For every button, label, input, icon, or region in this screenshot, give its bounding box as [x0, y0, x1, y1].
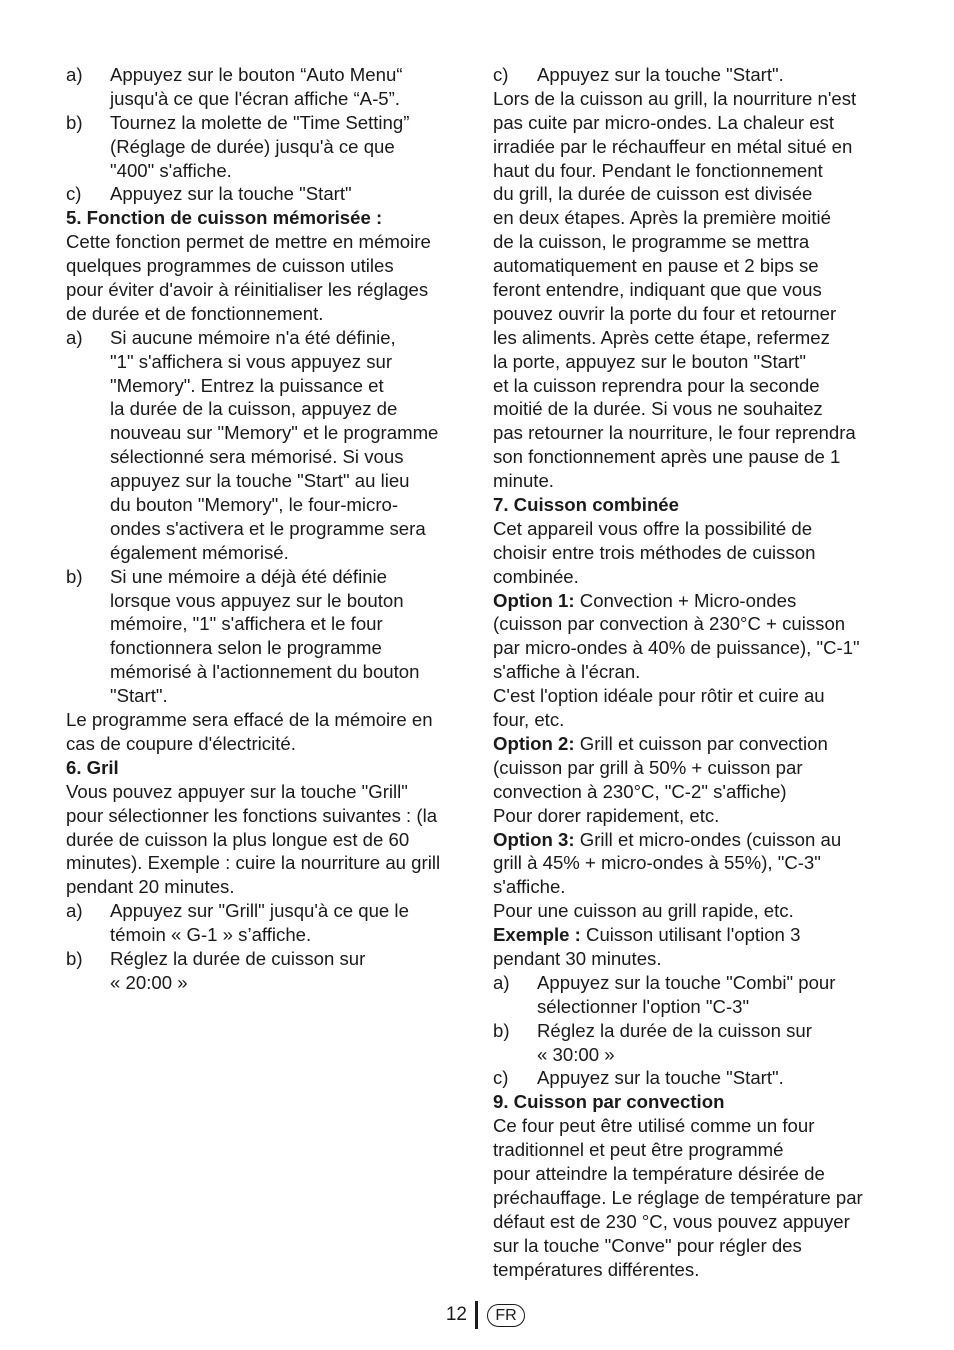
paragraph-line: sur la touche "Conve" pour régler des	[493, 1234, 802, 1256]
list-item	[66, 63, 471, 87]
list-item-text: Appuyez sur "Grill" jusqu'à ce que le	[110, 900, 409, 922]
paragraph-line: durée de cuisson la plus longue est de 60	[66, 828, 410, 850]
paragraph-line: irradiée par le réchauffeur en métal situé en	[493, 135, 853, 157]
list-item-marker: b)	[66, 947, 83, 969]
paragraph-line: feront entendre, indiquant que que vous	[493, 279, 822, 301]
paragraph-line: convection à 230°C, "C-2" s'affiche)	[493, 780, 787, 802]
list-item	[493, 63, 893, 87]
list-item	[66, 565, 471, 589]
list-item-continuation: fonctionnera selon le programme	[110, 637, 382, 659]
paragraph-line: et la cuisson reprendra pour la seconde	[493, 374, 820, 396]
section-heading: 6. Gril	[66, 756, 119, 778]
paragraph-line: combinée.	[493, 565, 579, 587]
paragraph-line: C'est l'option idéale pour rôtir et cuire au	[493, 685, 825, 707]
option-text: Convection + Micro-ondes	[574, 589, 797, 611]
list-item-continuation: également mémorisé.	[110, 541, 289, 563]
section-heading: 9. Cuisson par convection	[493, 1091, 725, 1113]
paragraph-line: Lors de la cuisson au grill, la nourriture n'est	[493, 87, 857, 109]
paragraph-line: pour sélectionner les fonctions suivantes : (la	[66, 804, 438, 826]
paragraph-line: températures différentes.	[493, 1258, 700, 1280]
paragraph-line: son fonctionnement après une pause de 1	[493, 446, 841, 468]
paragraph-line: par micro-ondes à 40% de puissance), "C-1"	[493, 637, 860, 659]
paragraph-line: automatiquement en pause et 2 bips se	[493, 255, 819, 277]
paragraph-line: (cuisson par grill à 50% + cuisson par	[493, 756, 803, 778]
option-line	[493, 732, 893, 756]
list-item-continuation: sélectionné sera mémorisé. Si vous	[110, 446, 404, 468]
list-item-text: Appuyez sur le bouton “Auto Menu“	[110, 64, 403, 85]
list-item	[493, 1066, 893, 1090]
list-item-continuation: "1" s'affichera si vous appuyez sur	[110, 350, 393, 372]
paragraph-line: Pour une cuisson au grill rapide, etc.	[493, 900, 794, 922]
paragraph-line: minute.	[493, 470, 554, 492]
paragraph-line: moitié de la durée. Si vous ne souhaitez	[493, 398, 823, 420]
list-item-continuation: témoin « G-1 » s’affiche.	[110, 924, 312, 946]
section-heading: 5. Fonction de cuisson mémorisée :	[66, 207, 383, 229]
paragraph-line: traditionnel et peut être programmé	[493, 1139, 784, 1161]
paragraph-line: de durée et de fonctionnement.	[66, 302, 324, 324]
paragraph-line: pour éviter d'avoir à réinitialiser les réglages	[66, 279, 429, 301]
list-item-continuation: sélectionner l'option "C-3"	[537, 995, 750, 1017]
list-item-text: Réglez la durée de cuisson sur	[110, 947, 366, 969]
list-item	[66, 111, 471, 135]
list-item-marker: b)	[66, 111, 83, 133]
list-item-text: Si aucune mémoire n'a été définie,	[110, 326, 396, 348]
paragraph-line: en deux étapes. Après la première moitié	[493, 207, 831, 229]
list-item-text: Appuyez sur la touche "Start"	[110, 183, 352, 205]
list-item-continuation: "400" s'affiche.	[110, 159, 232, 181]
paragraph-line: haut du four. Pendant le fonctionnement	[493, 159, 823, 181]
paragraph-line: Cette fonction permet de mettre en mémoire	[66, 231, 431, 253]
option-label: Option 1:	[493, 589, 575, 611]
list-item	[66, 182, 471, 206]
list-item-text: Si une mémoire a déjà été définie	[110, 565, 388, 587]
paragraph-line: pour atteindre la température désirée de	[493, 1162, 825, 1184]
list-item-text: Appuyez sur la touche "Start".	[537, 1067, 784, 1089]
list-item-continuation: la durée de la cuisson, appuyez de	[110, 398, 398, 420]
list-item-continuation: ondes s'activera et le programme sera	[110, 517, 426, 539]
list-item-marker: a)	[493, 971, 510, 993]
list-item-marker: c)	[66, 183, 82, 205]
paragraph-line: préchauffage. Le réglage de température par	[493, 1186, 863, 1208]
paragraph-line: s'affiche.	[493, 876, 566, 898]
list-item-marker: a)	[66, 326, 83, 348]
paragraph-line: cas de coupure d'électricité.	[66, 732, 296, 754]
list-item	[66, 947, 471, 971]
paragraph-line: Le programme sera effacé de la mémoire en	[66, 709, 433, 731]
option-line	[493, 828, 893, 852]
list-item-text: Appuyez sur la touche "Combi" pour	[537, 971, 836, 993]
paragraph-line: du grill, la durée de cuisson est divisée	[493, 183, 813, 205]
list-item-continuation: lorsque vous appuyez sur le bouton	[110, 589, 404, 611]
paragraph-line: grill à 45% + micro-ondes à 55%), "C-3"	[493, 852, 821, 874]
list-item-continuation: « 30:00 »	[537, 1043, 615, 1065]
paragraph-line: s'affiche à l'écran.	[493, 661, 641, 683]
list-item-marker: b)	[66, 565, 83, 587]
list-item-continuation: jusqu'à ce que l'écran affiche “A-5”.	[110, 87, 400, 109]
left-column	[66, 63, 471, 995]
paragraph-line: four, etc.	[493, 709, 565, 731]
list-item	[493, 971, 893, 995]
paragraph-line: pas cuite par micro-ondes. La chaleur est	[493, 111, 835, 133]
paragraph-line: pouvez ouvrir la porte du four et retourner	[493, 302, 837, 324]
page-footer	[0, 1302, 954, 1328]
list-item-continuation: "Start".	[110, 685, 168, 707]
list-item-marker: c)	[493, 1067, 509, 1089]
list-item-continuation: mémoire, "1" s'affichera et le four	[110, 613, 383, 635]
paragraph-line: pas retourner la nourriture, le four reprendra	[493, 422, 856, 444]
option-label: Option 2:	[493, 732, 575, 754]
list-item-marker: a)	[66, 900, 83, 922]
list-item-marker: c)	[493, 64, 509, 85]
option-label: Option 3:	[493, 828, 575, 850]
list-item-continuation: appuyez sur la touche "Start" au lieu	[110, 470, 410, 492]
option-text: Grill et micro-ondes (cuisson au	[574, 828, 842, 850]
list-item-continuation: « 20:00 »	[110, 971, 188, 993]
list-item	[493, 1019, 893, 1043]
paragraph-line: Pour dorer rapidement, etc.	[493, 804, 720, 826]
list-item-continuation: (Réglage de durée) jusqu'à ce que	[110, 135, 395, 157]
paragraph-line: pendant 30 minutes.	[493, 947, 662, 969]
paragraph-line: Ce four peut être utilisé comme un four	[493, 1115, 815, 1137]
option-line	[493, 589, 893, 613]
list-item	[66, 326, 471, 350]
option-label: Exemple :	[493, 924, 581, 946]
footer-divider	[475, 1301, 478, 1329]
paragraph-line: défaut est de 230 °C, vous pouvez appuyer	[493, 1210, 850, 1232]
paragraph-line: la porte, appuyez sur le bouton "Start"	[493, 350, 806, 372]
list-item-continuation: nouveau sur "Memory" et le programme	[110, 422, 439, 444]
list-item-marker: b)	[493, 1019, 510, 1041]
paragraph-line: Vous pouvez appuyer sur la touche "Grill"	[66, 780, 408, 802]
list-item-continuation: "Memory". Entrez la puissance et	[110, 374, 384, 396]
language-badge: FR	[487, 1304, 525, 1327]
list-item-continuation: du bouton "Memory", le four-micro-	[110, 494, 399, 516]
right-column	[493, 63, 893, 1281]
paragraph-line: quelques programmes de cuisson utiles	[66, 255, 394, 277]
list-item-text: Appuyez sur la touche "Start".	[537, 64, 784, 85]
list-item-continuation: mémorisé à l'actionnement du bouton	[110, 661, 420, 683]
paragraph-line: choisir entre trois méthodes de cuisson	[493, 541, 816, 563]
list-item	[66, 899, 471, 923]
page-number: 12	[445, 1304, 467, 1325]
section-heading: 7. Cuisson combinée	[493, 494, 679, 516]
paragraph-line: minutes). Exemple : cuire la nourriture au grill	[66, 852, 441, 874]
option-line	[493, 923, 893, 947]
paragraph-line: de la cuisson, le programme se mettra	[493, 231, 810, 253]
paragraph-line: les aliments. Après cette étape, refermez	[493, 326, 830, 348]
list-item-text: Réglez la durée de la cuisson sur	[537, 1019, 812, 1041]
paragraph-line: (cuisson par convection à 230°C + cuisson	[493, 613, 846, 635]
list-item-marker: a)	[66, 64, 83, 85]
option-text: Cuisson utilisant l'option 3	[580, 924, 801, 946]
option-text: Grill et cuisson par convection	[574, 732, 828, 754]
paragraph-line: pendant 20 minutes.	[66, 876, 235, 898]
paragraph-line: Cet appareil vous offre la possibilité de	[493, 517, 813, 539]
list-item-text: Tournez la molette de "Time Setting”	[110, 111, 410, 133]
